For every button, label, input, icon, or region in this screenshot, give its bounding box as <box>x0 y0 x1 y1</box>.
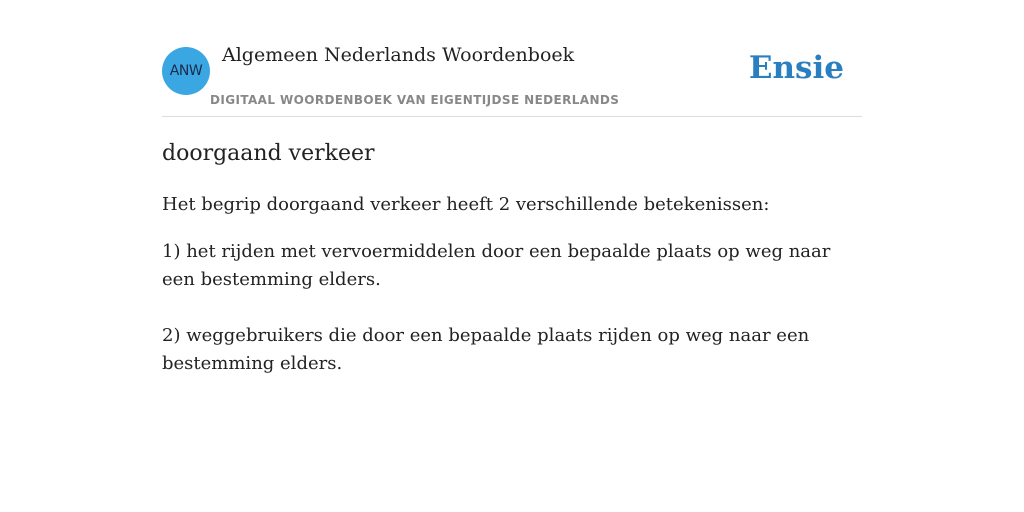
anw-logo[interactable] <box>162 47 210 95</box>
definition-item: 2) weggebruikers die door een bepaalde plaats rijden op weg naar een bestemming elders. <box>162 325 810 374</box>
entry-content <box>162 138 852 406</box>
entry-intro: Het begrip doorgaand verkeer heeft 2 verschillende betekenissen: <box>162 194 770 215</box>
entry-title: doorgaand verkeer <box>162 141 375 166</box>
logo-text: ANW <box>169 63 203 79</box>
definition-item: 1) het rijden met vervoermiddelen door een bepaalde plaats op weg naar een bestemming elders. <box>162 241 831 290</box>
ensie-brand-link[interactable]: Ensie <box>748 50 844 86</box>
site-header <box>162 0 862 117</box>
definition-list <box>162 238 852 378</box>
site-subtitle: DIGITAAL WOORDENBOEK VAN EIGENTIJDSE NEDERLANDS <box>210 93 620 107</box>
site-title[interactable]: Algemeen Nederlands Woordenboek <box>222 44 575 66</box>
